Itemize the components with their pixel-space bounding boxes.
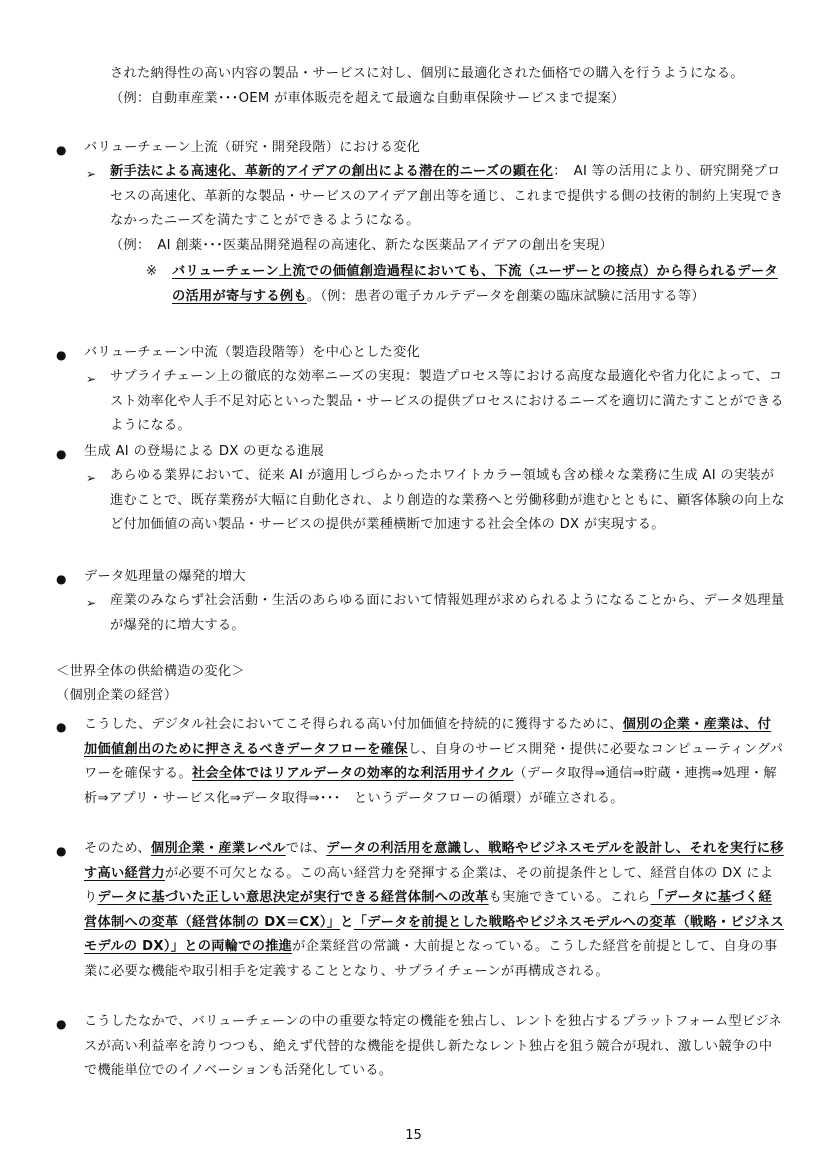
section-heading-world-supply: ＜世界全体の供給構造の変化＞	[56, 664, 245, 679]
continuation-paragraph	[110, 62, 786, 111]
text-segment: （データ取得⇒通信⇒貯蔵・連携⇒処理・解析⇒アプリ・サービス化⇒データ取得⇒･･･ というデータフローの循環）が確立される。	[84, 766, 777, 806]
text-segment: と	[340, 914, 354, 930]
bullet-genai-heading: 生成 AI の登場による DX の更なる進展	[84, 444, 325, 459]
arrow-bullet-icon: ➢	[86, 471, 97, 485]
upstream-emphasis: 新手法による高速化、革新的アイデアの創出による潜在的ニーズの顕在化	[110, 164, 554, 179]
arrow-bullet-icon: ➢	[86, 596, 97, 610]
arrow-bullet-icon: ➢	[86, 167, 97, 181]
bullet-icon: ●	[56, 572, 67, 586]
text-segment: こうした、デジタル社会においてこそ得られる高い付加価値を持続的に獲得するために、	[84, 717, 623, 732]
bullet-icon: ●	[56, 143, 67, 157]
emphasis-decision-reform: データに基づいた正しい意思決定が実行できる経営体制への改革	[97, 890, 489, 906]
text-segment: が企業経営の常識・大前提となっている。こうした経営を前提として、自身の事業に必要な機能や取引相手を定義することとなり、サプライチェーンが再構成される。	[84, 939, 778, 979]
arrow-bullet-icon: ➢	[86, 372, 97, 386]
bullet-icon: ●	[56, 720, 67, 734]
text-segment: そのため、	[84, 841, 151, 856]
sub-bullet-midstream: サプライチェーン上の徹底的な効率ニーズの実現：製造プロセス等における高度な最適化や省力化によって、コスト効率化や人手不足対応といった製品・サービスの提供プロセスにおけるニーズを適切に満たすことができるようになる。	[110, 369, 784, 434]
bullet-icon: ●	[56, 844, 67, 858]
sub-bullet-data-volume: 産業のみならず社会活動・生活のあらゆる面において情報処理が求められるようになることから、データ処理量が爆発的に増大する。	[110, 593, 785, 633]
emphasis-cx: 「データに基づく経営体制への変革（経営体制の DX＝CX）」	[84, 890, 772, 930]
emphasis-firm-level: 個別企業・産業レベル	[150, 841, 286, 856]
bullet-data-volume-heading: データ処理量の爆発的増大	[84, 569, 246, 584]
paragraph-management	[84, 837, 784, 985]
upstream-note-emphasis: バリューチェーン上流での価値創造過程においても、下流（ユーザーとの接点）から得られるデータの活用が寄与する例も	[172, 264, 778, 304]
text-segment: では、	[285, 841, 327, 856]
emphasis-strategy-dx: 「データを前提とした戦略やビジネスモデルへの変革（戦略・ビジネスモデルの DX）」との両輪での推進	[84, 914, 784, 955]
bullet-icon: ●	[56, 1017, 67, 1031]
upstream-note	[172, 260, 784, 309]
text-segment: し、自身のサービス開発・提供に必要なコンピューティングパワーを確保する。	[84, 741, 784, 782]
subsection-heading-firm: （個別企業の経営）	[56, 688, 178, 703]
continuation-example: （例：自動車産業･･･OEM が車体販売を超えて最適な自動車保険サービスまで提案）	[110, 90, 625, 106]
sub-bullet-genai: あらゆる業界において、従来 AI が適用しづらかったホワイトカラー領域も含め様々な業務に生成 AI の実装が進むことで、既存業務が大幅に自動化され、より創造的な業務へと労働移動が進むとともに、顧客体験の向上など付加価値の高い製品・サービスの提供が業種横断で加速する社会全体の DX が実現する。	[110, 468, 785, 533]
paragraph-platform-competition: こうしたなかで、バリューチェーンの中の重要な特定の機能を独占し、レントを独占するプラットフォーム型ビジネスが高い利益率を誇りつつも、絶えず代替的な機能を提供し新たなレント独占を狙う競合が現れ、激しい競争の中で機能単位でのイノベーションも活発化している。	[84, 1014, 782, 1079]
emphasis-utilization-cycle: 社会全体ではリアルデータの効率的な利活用サイクル	[191, 766, 514, 782]
upstream-text: ： AI 等の活用により、研究開発プロセスの高速化、革新的な製品・サービスのアイデア創出等を通じ、これまで提供する側の技術的制約上実現できなかったニーズを満たすことができるようになる。	[110, 164, 784, 229]
emphasis-data-flow: 個別の企業・産業は、付加価値創出のために押さえるべきデータフローを確保	[84, 717, 772, 757]
continuation-text: された納得性の高い内容の製品・サービスに対し、個別に最適化された価格での購入を行うようになる。	[110, 66, 744, 81]
bullet-upstream-heading: バリューチェーン上流（研究・開発段階）における変化	[84, 140, 421, 155]
paragraph-data-flow	[84, 713, 784, 811]
upstream-example: （例： AI 創薬･･･医薬品開発過程の高速化、新たな医薬品アイデアの創出を実現）	[110, 237, 613, 253]
text-segment: が必要不可欠となる。この高い経営力を発揮する企業は、その前提条件として、経営自体の DX により	[84, 865, 774, 906]
page-number: 15	[405, 1128, 422, 1143]
text-segment: も実施できている。これら	[488, 890, 651, 906]
bullet-icon: ●	[56, 348, 67, 362]
upstream-note-text: 。（例：患者の電子カルテデータを創薬の臨床試験に活用する等）	[306, 288, 705, 304]
emphasis-management-capability: データの利活用を意識し、戦略やビジネスモデルを設計し、それを実行に移す高い経営力	[84, 841, 784, 881]
reference-mark: ※	[146, 264, 158, 279]
sub-bullet-upstream	[110, 160, 786, 258]
bullet-icon: ●	[56, 447, 67, 461]
bullet-midstream-heading: バリューチェーン中流（製造段階等）を中心とした変化	[84, 345, 421, 360]
